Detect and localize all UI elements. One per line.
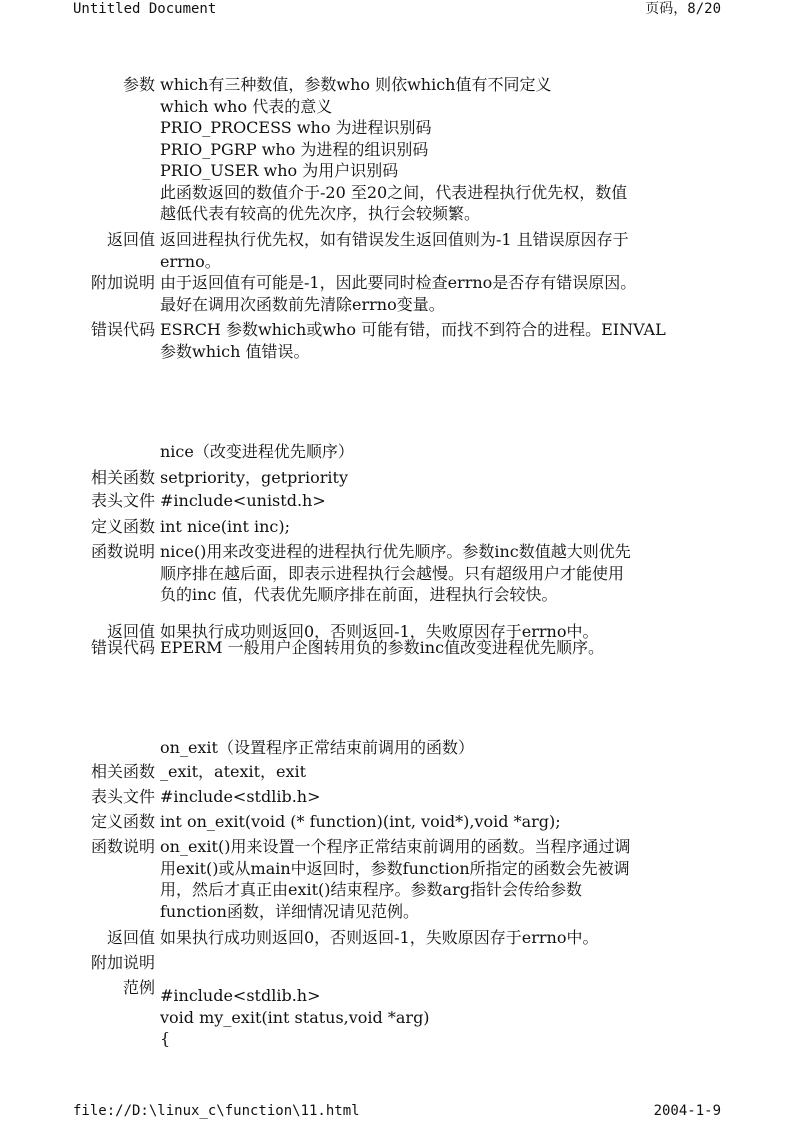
file-path: file://D:\linux_c\function\11.html bbox=[73, 1103, 360, 1119]
text-line: which who 代表的意义 bbox=[160, 96, 333, 116]
field-label: 错误代码 bbox=[90, 638, 155, 657]
text-line: PRIO_PROCESS who 为进程识别码 bbox=[160, 118, 432, 137]
field-value bbox=[160, 637, 720, 659]
field-label: 参数 bbox=[122, 75, 155, 94]
text-line: 用exit()或从main中返回时，参数function所指定的函数会先被调 bbox=[160, 858, 630, 878]
page-number: 页码，8/20 bbox=[645, 1, 721, 17]
field-value bbox=[160, 985, 720, 1050]
field-label: 表头文件 bbox=[90, 491, 155, 510]
text-line: setpriority，getpriority bbox=[160, 468, 349, 487]
field-value bbox=[160, 441, 720, 463]
field-value bbox=[160, 74, 720, 225]
field-label: 附加说明 bbox=[90, 953, 155, 972]
text-line: 返回进程执行优先权，如有错误发生返回值则为-1 且错误原因存于 bbox=[160, 230, 629, 249]
text-line: function函数，详细情况请见范例。 bbox=[160, 901, 419, 921]
text-line: which有三种数值，参数who 则依which值有不同定义 bbox=[160, 75, 552, 94]
text-line: int on_exit(void (* function)(int, void*),void *arg); bbox=[160, 812, 561, 831]
text-line: nice()用来改变进程的进程执行优先顺序。参数inc数值越大则优先 bbox=[160, 542, 631, 561]
text-line: PRIO_PGRP who 为进程的组识别码 bbox=[160, 139, 429, 159]
field-label: 返回值 bbox=[106, 928, 155, 947]
text-line: PRIO_USER who 为用户识别码 bbox=[160, 161, 399, 180]
field-label: 定义函数 bbox=[90, 517, 155, 536]
text-line: 由于返回值有可能是-1，因此要同时检查errno是否存有错误原因。 bbox=[160, 273, 637, 292]
field-value bbox=[160, 811, 720, 833]
field-label: 函数说明 bbox=[90, 542, 155, 561]
text-line: 顺序排在越后面，即表示进程执行会越慢。只有超级用户才能使用 bbox=[160, 563, 625, 583]
text-line: 参数which 值错误。 bbox=[160, 341, 310, 361]
field-label: 定义函数 bbox=[90, 812, 155, 831]
field-value bbox=[160, 761, 720, 783]
text-line: EPERM 一般用户企图转用负的参数inc值改变进程优先顺序。 bbox=[160, 638, 605, 657]
text-line: #include<stdlib.h> bbox=[160, 986, 321, 1005]
text-line: ESRCH 参数which或who 可能有错，而找不到符合的进程。EINVAL bbox=[160, 320, 666, 339]
document-title: Untitled Document bbox=[73, 1, 217, 17]
field-value bbox=[160, 836, 720, 922]
text-line: void my_exit(int status,void *arg) bbox=[160, 1007, 430, 1027]
field-label: 附加说明 bbox=[90, 273, 155, 292]
field-value bbox=[160, 319, 720, 362]
field-label: 相关函数 bbox=[90, 468, 155, 487]
text-line: 如果执行成功则返回0，否则返回-1，失败原因存于errno中。 bbox=[160, 622, 599, 641]
text-line: on_exit（设置程序正常结束前调用的函数） bbox=[160, 738, 474, 757]
field-value bbox=[160, 490, 720, 512]
text-line: nice（改变进程优先顺序） bbox=[160, 442, 354, 461]
field-value bbox=[160, 927, 720, 949]
text-line: 越低代表有较高的优先次序，执行会较频繁。 bbox=[160, 204, 481, 223]
text-line: on_exit()用来设置一个程序正常结束前调用的函数。当程序通过调 bbox=[160, 837, 631, 856]
field-value bbox=[160, 786, 720, 808]
text-line: 负的inc 值，代表优先顺序排在前面，进程执行会较快。 bbox=[160, 585, 558, 604]
field-label: 返回值 bbox=[106, 230, 155, 249]
text-line: int nice(int inc); bbox=[160, 517, 290, 536]
text-line: 如果执行成功则返回0，否则返回-1，失败原因存于errno中。 bbox=[160, 928, 599, 947]
text-line: _exit，atexit，exit bbox=[160, 762, 307, 781]
field-value bbox=[160, 272, 720, 315]
field-value bbox=[160, 516, 720, 538]
text-line: #include<stdlib.h> bbox=[160, 787, 321, 806]
text-line: errno。 bbox=[160, 251, 221, 271]
text-line: 此函数返回的数值介于-20 至20之间，代表进程执行优先权，数值 bbox=[160, 182, 628, 202]
field-label: 错误代码 bbox=[90, 320, 155, 339]
text-line: #include<unistd.h> bbox=[160, 491, 326, 510]
field-value bbox=[160, 467, 720, 489]
text-line: { bbox=[160, 1029, 171, 1048]
print-date: 2004-1-9 bbox=[653, 1103, 721, 1119]
field-value bbox=[160, 541, 720, 606]
field-label: 函数说明 bbox=[90, 837, 155, 856]
field-value bbox=[160, 229, 720, 272]
field-label: 表头文件 bbox=[90, 787, 155, 806]
text-line: 最好在调用次函数前先清除errno变量。 bbox=[160, 294, 445, 314]
field-label: 范例 bbox=[122, 978, 155, 997]
field-label: 相关函数 bbox=[90, 762, 155, 781]
field-value bbox=[160, 737, 720, 759]
field-label: 返回值 bbox=[106, 622, 155, 641]
text-line: 用，然后才真正由exit()结束程序。参数arg指针会传给参数 bbox=[160, 880, 582, 899]
